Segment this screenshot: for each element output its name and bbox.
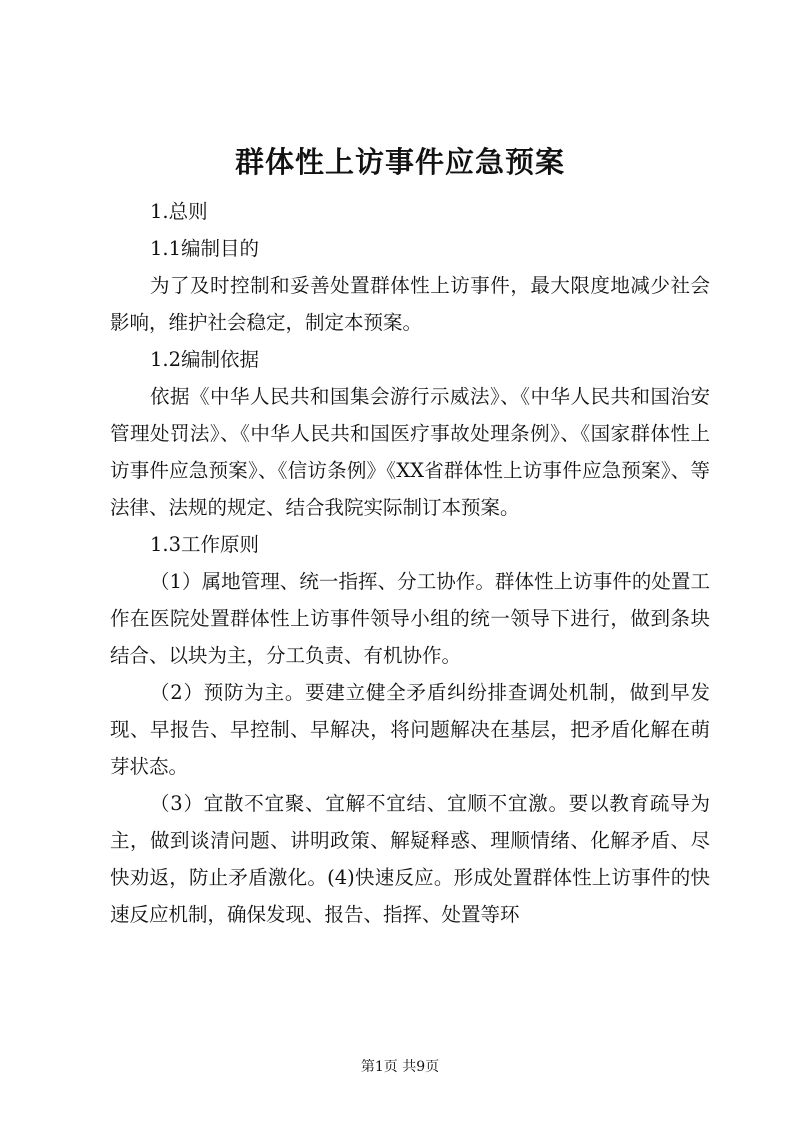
section-heading-basis: 1.2编制依据 [150,348,260,371]
paragraph-basis: 依据《中华人民共和国集会游行示威法》、《中华人民共和国治安管理处罚法》、《中华人民共和国医疗事故处理条例》、《国家群体性上访事件应急预案》、《信访条例》《XX省群体性上访事件应急预案》、等法律、法规的规定、结合我院实际制订本预案。 [110,385,710,519]
section-heading-purpose: 1.1编制目的 [150,237,260,260]
document-title: 群体性上访事件应急预案 [234,145,565,179]
paragraph-purpose: 为了及时控制和妥善处置群体性上访事件，最大限度地减少社会影响，维护社会稳定，制定本预案。 [110,274,710,334]
paragraph-principle-3: （3）宜散不宜聚、宜解不宜结、宜顺不宜激。要以教育疏导为主，做到谈清问题、讲明政策、解疑释惑、理顺情绪、化解矛盾、尽快劝返，防止矛盾激化。(4)快速反应。形成处置群体性上访事件的快速反应机制，确保发现、报告、指挥、处置等环 [110,792,710,926]
document-body [110,193,710,933]
page-footer: 第1页 共9页 [360,1059,440,1075]
section-heading-principles: 1.3工作原则 [150,533,260,556]
paragraph-principle-2: （2）预防为主。要建立健全矛盾纠纷排查调处机制，做到早发现、早报告、早控制、早解决，将问题解决在基层，把矛盾化解在萌芽状态。 [110,681,710,778]
paragraph-principle-1: （1）属地管理、统一指挥、分工协作。群体性上访事件的处置工作在医院处置群体性上访事件领导小组的统一领导下进行，做到条块结合、以块为主，分工负责、有机协作。 [110,570,710,667]
section-heading-general: 1.总则 [150,200,208,223]
